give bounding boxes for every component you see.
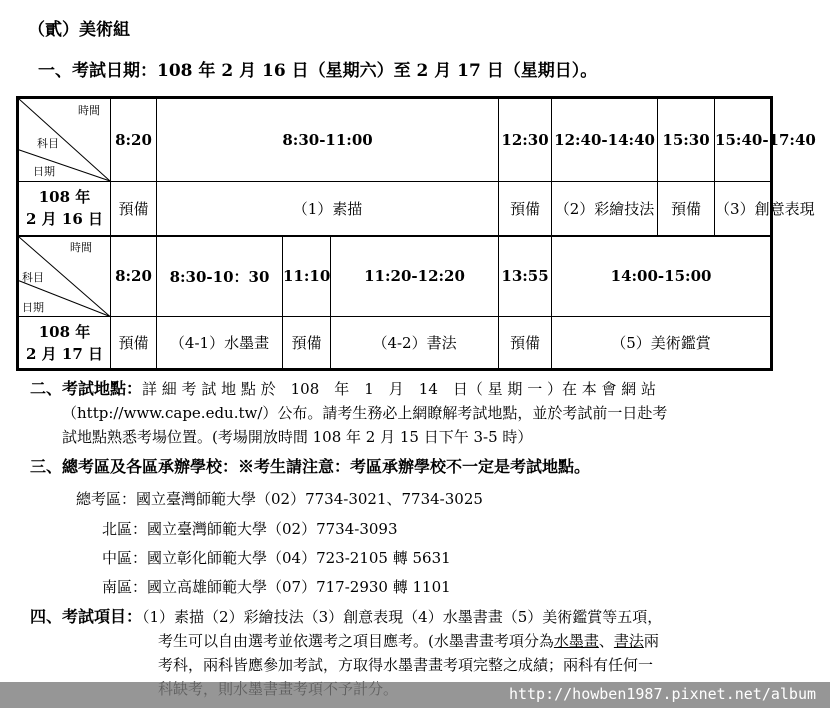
diag-subject-label: 科目 bbox=[22, 270, 44, 284]
district-row: 中區：國立彰化師範大學（04）723-2105 轉 5631 bbox=[102, 549, 451, 567]
schedule-table bbox=[16, 96, 816, 368]
exam-items-label: 四、考試項目： bbox=[30, 607, 143, 626]
exam-items-text: （1）素描（2）彩繪技法（3）創意表現（4）水墨書畫（5）美術鑑賞等五項， bbox=[142, 608, 663, 626]
watermark-url: http://howben1987.pixnet.net/album bbox=[508, 685, 816, 703]
district-row: 總考區：國立臺灣師範大學（02）7734-3021、7734-3025 bbox=[76, 490, 483, 508]
prep-cell: 預備 bbox=[283, 317, 331, 370]
time-cell: 11:20-12:20 bbox=[331, 236, 499, 317]
time-cell: 12:30 bbox=[499, 98, 552, 182]
time-cell: 15:30 bbox=[658, 98, 715, 182]
exam-location-line1 bbox=[30, 378, 656, 400]
time-cell: 13:55 bbox=[499, 236, 552, 317]
district-row: 北區：國立臺灣師範大學（02）7734-3093 bbox=[102, 520, 398, 538]
diag-date-label: 日期 bbox=[22, 300, 44, 314]
time-cell: 8:20 bbox=[111, 236, 157, 317]
prep-cell: 預備 bbox=[499, 317, 552, 370]
date-cell bbox=[18, 317, 111, 370]
time-cell: 14:00-15:00 bbox=[552, 236, 772, 317]
district-row: 南區：國立高雄師範大學（07）717-2930 轉 1101 bbox=[102, 578, 451, 596]
calligraphy-underlined: 書法 bbox=[613, 632, 644, 650]
date-day: 2 月 17 日 bbox=[26, 344, 103, 363]
date-day: 2 月 16 日 bbox=[26, 210, 103, 229]
exam-items-line3: 考科，兩科皆應參加考試，方取得水墨書畫考項完整之成績；兩科有任何一 bbox=[158, 656, 654, 674]
diagonal-header-cell bbox=[18, 236, 111, 317]
prep-cell: 預備 bbox=[499, 182, 552, 236]
exam-districts-heading: 三、總考區及各區承辦學校：※考生請注意：考區承辦學校不一定是考試地點。 bbox=[30, 457, 591, 476]
exam-items-text-a: 考生可以自由選考並依選考之項目應考。(水墨書畫考項分為 bbox=[158, 632, 554, 650]
exam-items-line2 bbox=[158, 630, 659, 652]
subject-cell: （4-2）書法 bbox=[331, 317, 499, 370]
time-cell: 8:30-10：30 bbox=[157, 236, 283, 317]
time-cell: 12:40-14:40 bbox=[552, 98, 658, 182]
subject-cell: （3）創意表現 bbox=[715, 182, 772, 236]
time-cell: 8:30-11:00 bbox=[157, 98, 499, 182]
section-title: （貳）美術組 bbox=[28, 20, 130, 40]
exam-items-text-b: 兩 bbox=[643, 632, 659, 650]
diag-time-label: 時間 bbox=[70, 240, 92, 254]
exam-items-line1 bbox=[30, 606, 662, 628]
diag-subject-label: 科目 bbox=[37, 137, 59, 150]
exam-location-line3: 試地點熟悉考場位置。(考場開放時間 108 年 2 月 15 日下午 3-5 時） bbox=[62, 428, 533, 446]
exam-location-line2: （http://www.cape.edu.tw/）公布。請考生務必上網瞭解考試地點，並於考試前一日赴考 bbox=[62, 404, 668, 422]
ink-painting-underlined: 水墨畫 bbox=[553, 632, 599, 650]
subject-cell: （5）美術鑑賞 bbox=[552, 317, 772, 370]
watermark-bar bbox=[0, 682, 830, 708]
subject-cell: （1）素描 bbox=[157, 182, 499, 236]
diagonal-header-cell bbox=[18, 98, 111, 182]
prep-cell: 預備 bbox=[111, 182, 157, 236]
prep-cell: 預備 bbox=[658, 182, 715, 236]
exam-location-label: 二、考試地點： bbox=[30, 379, 143, 398]
diag-time-label: 時間 bbox=[78, 104, 100, 117]
prep-cell: 預備 bbox=[111, 317, 157, 370]
exam-location-text: 詳 細 考 試 地 點 於 108 年 1 月 14 日（ 星 期 一 ）在 本 會 網 站 bbox=[142, 380, 657, 398]
exam-date-heading: 一、考試日期：108 年 2 月 16 日（星期六）至 2 月 17 日（星期日）。 bbox=[38, 61, 598, 81]
time-cell: 15:40-17:40 bbox=[715, 98, 772, 182]
date-year: 108 年 bbox=[38, 322, 91, 341]
subject-cell: （2）彩繪技法 bbox=[552, 182, 658, 236]
time-cell: 11:10 bbox=[283, 236, 331, 317]
diag-date-label: 日期 bbox=[33, 165, 55, 178]
date-cell bbox=[18, 182, 111, 236]
date-year: 108 年 bbox=[38, 188, 91, 207]
separator: 、 bbox=[598, 632, 614, 650]
time-cell: 8:20 bbox=[111, 98, 157, 182]
subject-cell: （4-1）水墨畫 bbox=[157, 317, 283, 370]
